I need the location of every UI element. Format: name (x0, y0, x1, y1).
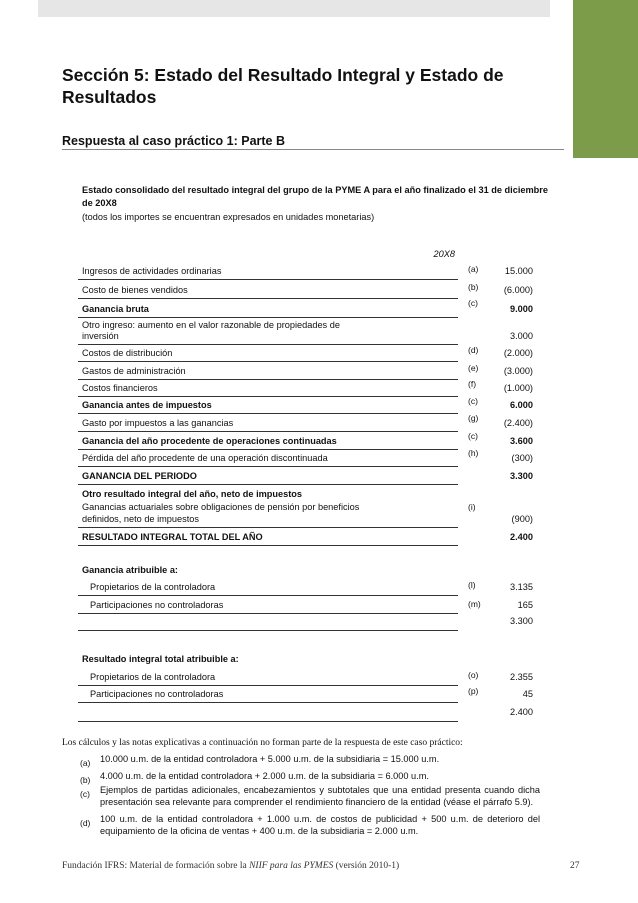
row-value: (2.400) (503, 418, 533, 428)
row-value: 15.000 (504, 266, 533, 276)
row-label: RESULTADO INTEGRAL TOTAL DEL AÑO (82, 532, 263, 542)
statement-units-note: (todos los importes se encuentran expresados en unidades monetarias) (82, 212, 375, 222)
row-label: Pérdida del año procedente de una operación discontinuada (82, 453, 328, 463)
row-label: Participaciones no controladoras (90, 689, 224, 699)
row-value: 3.000 (510, 331, 533, 341)
row-value: (2.000) (503, 348, 533, 358)
row-value: 6.000 (510, 400, 533, 410)
footer-suffix: (versión 2010-1) (333, 861, 400, 871)
row-divider (78, 702, 458, 703)
row-note: (m) (468, 599, 481, 609)
row-note: (e) (468, 363, 479, 373)
footer-prefix: Fundación IFRS: Material de formación sobre la (62, 861, 250, 871)
row-value: (3.000) (503, 366, 533, 376)
row-divider (78, 298, 458, 299)
row-label: Ganancia antes de impuestos (82, 400, 212, 410)
row-label: Resultado integral total atribuible a: (82, 654, 239, 664)
row-label: Ganancias actuariales sobre obligaciones de pensión por beneficios (82, 502, 360, 512)
row-value: 2.355 (510, 672, 533, 682)
row-label: Participaciones no controladoras (90, 600, 224, 610)
column-header-year: 20X8 (433, 249, 455, 259)
row-value: 165 (517, 600, 533, 610)
row-divider (78, 449, 458, 450)
row-divider (78, 317, 458, 318)
footnote-key: (c) (80, 789, 90, 799)
statement-heading: Estado consolidado del resultado integral del grupo de la PYME A para el año finalizado el 31 de diciembre de 20X8 (82, 185, 548, 208)
row-value: 45 (522, 689, 533, 699)
row-divider (78, 396, 458, 397)
row-label: Ganancia atribuible a: (82, 565, 178, 575)
row-label: Costos de distribución (82, 348, 173, 358)
row-label: Costos financieros (82, 383, 158, 393)
row-divider (78, 466, 458, 467)
header-bar (38, 0, 550, 17)
page-footer (62, 861, 399, 871)
row-label: Otro resultado integral del año, neto de impuestos (82, 489, 303, 499)
row-value: 2.400 (510, 707, 533, 717)
row-divider (78, 685, 458, 686)
subtitle-rule (62, 149, 564, 150)
row-note: (l) (468, 580, 476, 590)
row-divider (78, 484, 458, 485)
row-note: (i) (468, 502, 476, 512)
row-label: GANANCIA DEL PERIODO (82, 471, 197, 481)
footnote-text: 4.000 u.m. de la entidad controladora + 2.000 u.m. de la subsidiaria = 6.000 u.m. (100, 771, 429, 781)
case-subtitle: Respuesta al caso práctico 1: Parte B (62, 134, 286, 148)
row-note: (o) (468, 670, 479, 680)
section-title: Sección 5: Estado del Resultado Integral y Estado de Resultados (62, 65, 504, 107)
row-label: Ganancia bruta (82, 304, 149, 314)
row-value: (1.000) (503, 383, 533, 393)
row-label: Ganancia del año procedente de operaciones continuadas (82, 436, 337, 446)
row-divider (78, 545, 458, 546)
row-divider (78, 431, 458, 432)
row-divider (78, 721, 458, 722)
row-value: (900) (511, 514, 533, 524)
row-note: (g) (468, 413, 479, 423)
row-label: Ingresos de actividades ordinarias (82, 266, 222, 276)
row-divider (78, 413, 458, 414)
row-note: (p) (468, 686, 479, 696)
row-label: Gasto por impuestos a las ganancias (82, 418, 234, 428)
footnote-text: 10.000 u.m. de la entidad controladora + 5.000 u.m. de la subsidiaria = 15.000 u.m. (100, 754, 440, 764)
row-label: Otro ingreso: aumento en el valor razonable de propiedades de (82, 320, 340, 330)
row-divider (78, 595, 458, 596)
footnote-text: Ejemplos de partidas adicionales, encabezamientos y subtotales que una entidad presenta cuando dicha presentación sea relevante para comprender el rendimiento financiero de la entidad (véase el párrafo 5.9). (100, 785, 540, 807)
row-divider (78, 279, 458, 280)
row-note: (c) (468, 431, 478, 441)
row-note: (d) (468, 345, 479, 355)
row-value: 3.135 (510, 582, 533, 592)
row-note: (b) (468, 282, 479, 292)
footnote-key: (a) (80, 758, 91, 768)
row-label: Gastos de administración (82, 366, 186, 376)
row-note: (c) (468, 396, 478, 406)
footer-italic: NIIF para las PYMES (249, 861, 334, 871)
row-note: (c) (468, 298, 478, 308)
row-label: Propietarios de la controladora (90, 582, 216, 592)
row-note: (f) (468, 379, 477, 389)
section-tab (573, 0, 638, 158)
row-value: 3.600 (510, 436, 533, 446)
row-divider (78, 379, 458, 380)
page-number: 27 (570, 861, 580, 871)
row-divider (78, 361, 458, 362)
row-value: (300) (511, 453, 533, 463)
row-label: Propietarios de la controladora (90, 672, 216, 682)
row-label-cont: definidos, neto de impuestos (82, 514, 199, 524)
row-divider (78, 630, 458, 631)
row-divider (78, 527, 458, 528)
row-value: 9.000 (510, 304, 533, 314)
row-note: (a) (468, 264, 479, 274)
row-divider (78, 344, 458, 345)
footnote-text: 100 u.m. de la entidad controladora + 1.000 u.m. de costos de publicidad + 500 u.m. de deterioro del equipamiento de la oficina de ventas + 400 u.m. de la subsidiaria = 2.000 u.m. (100, 814, 540, 836)
row-value: 2.400 (510, 532, 533, 542)
row-label: Costo de bienes vendidos (82, 285, 188, 295)
row-value: (6.000) (503, 285, 533, 295)
row-value: 3.300 (510, 616, 533, 626)
row-note: (h) (468, 448, 479, 458)
footnotes-intro: Los cálculos y las notas explicativas a continuación no forman parte de la respuesta de este caso práctico: (62, 738, 463, 748)
row-divider (78, 613, 458, 614)
row-value: 3.300 (510, 471, 533, 481)
footnote-key: (b) (80, 775, 91, 785)
row-label-cont: inversión (82, 331, 119, 341)
footnote-key: (d) (80, 818, 91, 828)
